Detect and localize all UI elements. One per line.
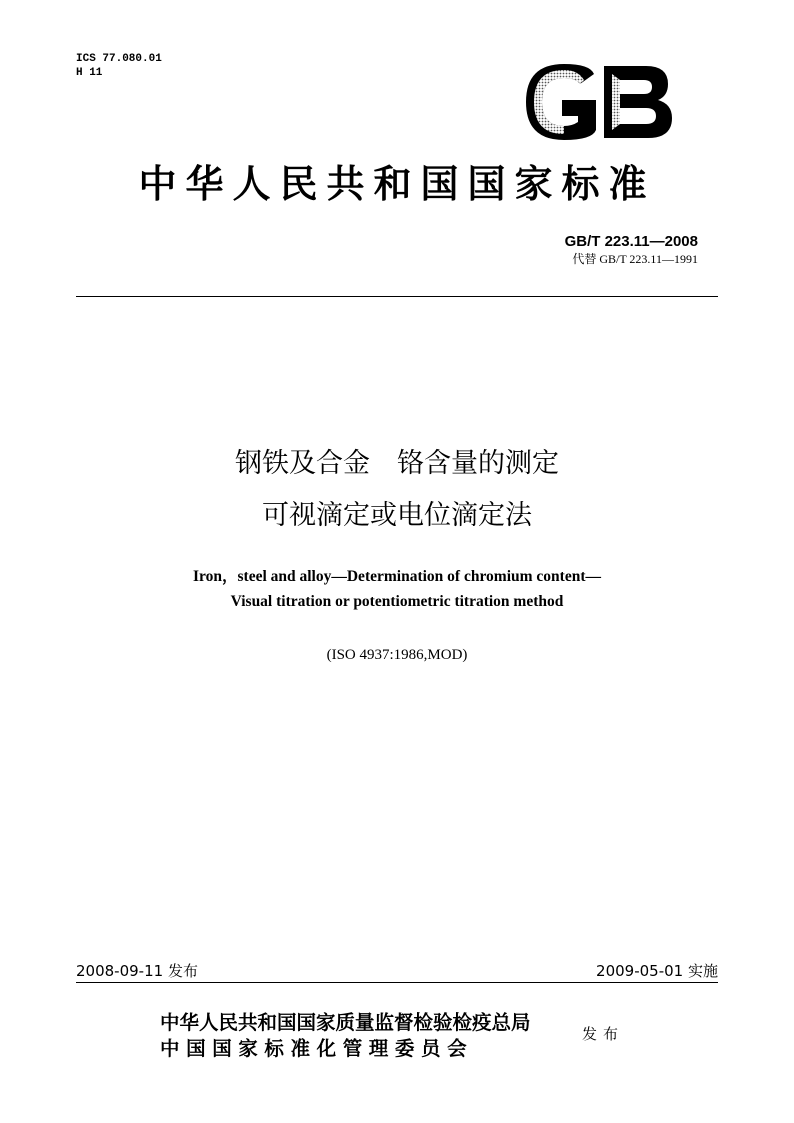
chinese-title-line-1: 钢铁及合金 铬含量的测定 bbox=[235, 448, 559, 479]
implementation-date: 2009-05-01 实施 bbox=[596, 962, 718, 980]
standard-title: 中华人民共和国国家标准 bbox=[138, 161, 656, 206]
issuer-aqsiq: 中华人民共和国国家质量监督检验检疫总局 bbox=[160, 1011, 531, 1034]
gb-logo bbox=[520, 60, 676, 144]
chinese-title-line-2: 可视滴定或电位滴定法 bbox=[262, 500, 532, 531]
top-divider bbox=[76, 296, 718, 297]
gb-logo-graphic bbox=[520, 60, 676, 144]
publish-label: 发布 bbox=[582, 1025, 625, 1043]
english-title-line-2: Visual titration or potentiometric titration method bbox=[230, 593, 564, 610]
classification-codes bbox=[76, 52, 162, 80]
ccs-code: H 11 bbox=[76, 67, 103, 79]
ics-code: ICS 77.080.01 bbox=[76, 53, 162, 65]
replaces-standard: 代替 GB/T 223.11—1991 bbox=[572, 252, 698, 266]
iso-reference: (ISO 4937:1986,MOD) bbox=[326, 647, 468, 663]
issuer-sac: 中国国家标准化管理委员会 bbox=[160, 1037, 474, 1060]
english-title-line-1: Iron，steel and alloy—Determination of chromium content— bbox=[193, 568, 601, 585]
issue-date: 2008-09-11 发布 bbox=[76, 962, 198, 980]
bottom-divider bbox=[76, 982, 718, 983]
standard-number: GB/T 223.11—2008 bbox=[564, 233, 698, 250]
